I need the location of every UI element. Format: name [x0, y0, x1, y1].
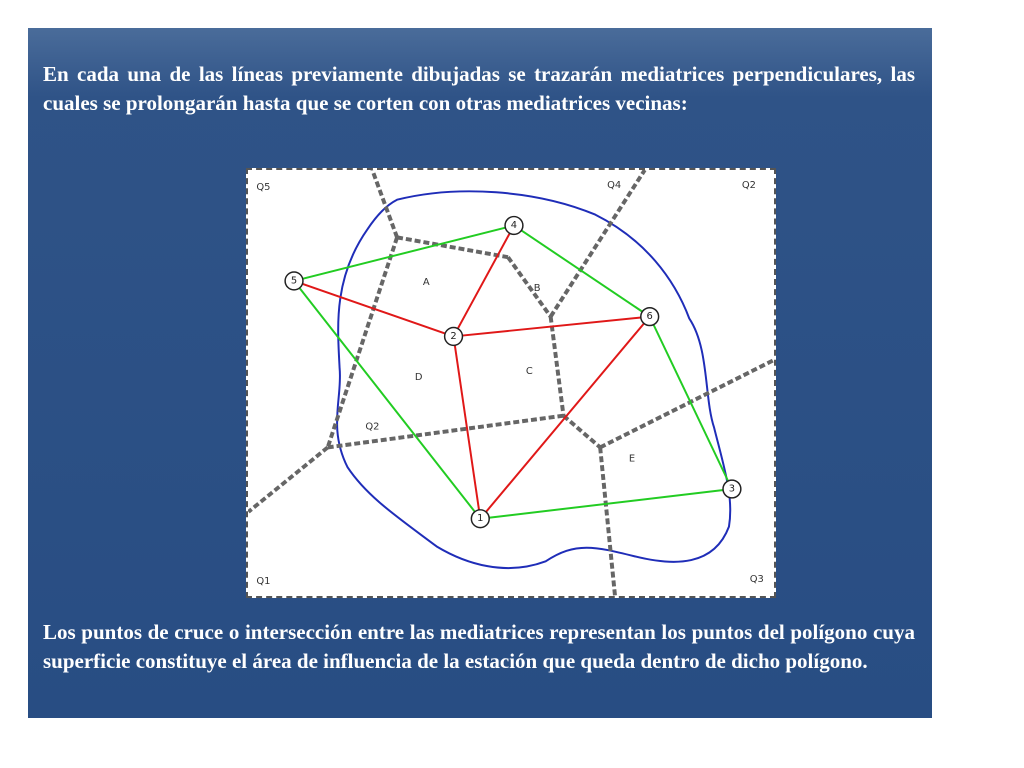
svg-text:1: 1 [477, 513, 484, 525]
thiessen-diagram [246, 168, 776, 598]
corner-label-q5: Q5 [256, 181, 271, 193]
mediatriz-line [328, 416, 564, 448]
conclusion-paragraph: Los puntos de cruce o intersección entre las mediatrices representan los puntos del polígono cuya superficie constituye el área de influencia de la estación que queda dentro de dicho polígono. [43, 620, 915, 673]
triangulation-line [294, 281, 454, 336]
thiessen-diagram-svg [248, 170, 774, 596]
corner-label-q1: Q1 [256, 576, 271, 588]
hull-line [294, 281, 480, 519]
corner-label-q4: Q4 [607, 179, 622, 191]
mediatriz-line [248, 447, 327, 511]
inner-label-q2: Q2 [365, 421, 380, 433]
region-label-a: A [422, 276, 430, 288]
mediatriz-line [372, 170, 397, 237]
station-2 [445, 328, 463, 346]
mediatriz-line [564, 416, 601, 448]
svg-text:4: 4 [510, 219, 518, 231]
svg-text:6: 6 [646, 311, 653, 323]
station-1 [471, 510, 489, 528]
mediatriz-line [551, 317, 564, 416]
svg-text:3: 3 [728, 483, 736, 495]
region-label-c: C [525, 366, 533, 378]
triangulation-line [454, 225, 514, 336]
mediatriz-line [508, 257, 551, 316]
mediatriz-line [600, 360, 773, 447]
svg-text:2: 2 [450, 330, 457, 342]
region-label-e: E [628, 453, 636, 465]
station-3 [723, 480, 741, 498]
triangulation-line [454, 336, 481, 518]
region-label-b: B [533, 282, 541, 294]
triangulation-line [480, 317, 649, 519]
slide [28, 28, 932, 718]
station-5 [285, 272, 303, 290]
hull-line [650, 317, 732, 489]
station-6 [641, 308, 659, 326]
mediatriz-line [551, 170, 645, 317]
hull-lines [294, 225, 732, 518]
intro-paragraph: En cada una de las líneas previamente dibujadas se trazarán mediatrices perpendiculares, las cuales se prolongarán hasta que se corten con otras mediatrices vecinas: [43, 62, 915, 115]
corner-label-q2: Q2 [741, 179, 756, 191]
region-label-d: D [414, 372, 423, 384]
svg-text:5: 5 [290, 275, 298, 287]
station-4 [505, 217, 523, 235]
hull-line [514, 225, 650, 316]
mediatriz-line [600, 447, 615, 596]
corner-label-q3: Q3 [749, 574, 764, 586]
